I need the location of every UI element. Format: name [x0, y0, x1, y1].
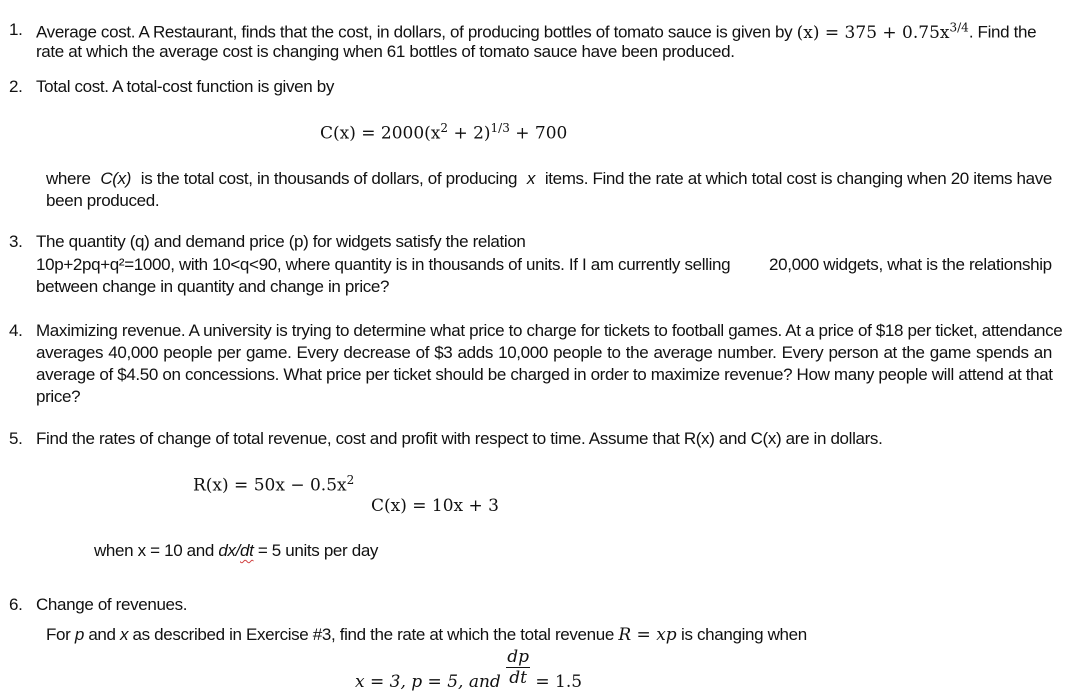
problem-text-line: averages 40,000 people per game. Every decrease of $3 adds 10,000 people to the average number. Every person at the game spends an [36, 343, 1052, 362]
problem-text-segment: = 5 units per day [253, 541, 379, 560]
fraction-denominator: dt [509, 668, 527, 688]
problem-text-segment: x [120, 625, 129, 644]
problem-text-line: Change of revenues. [36, 595, 188, 614]
problem-text-line: been produced. [46, 191, 160, 210]
revenue-formula [193, 473, 354, 496]
problem-text-segment: is the total cost, in thousands of dollars, of producing [140, 169, 518, 188]
math-text: C(x) = 2000(x [320, 123, 441, 144]
math-exponent: 3/4 [949, 20, 969, 34]
problem-text-segment: . Find the [968, 22, 1037, 42]
problem-text-segment: when x = 10 and [94, 541, 214, 560]
problem-text-line: Total cost. A total-cost function is given by [36, 77, 334, 96]
problem-text-line: rate at which the average cost is changing when 61 bottles of tomato sauce have been produced. [36, 42, 735, 61]
problem-number: 3. [9, 232, 23, 251]
spellcheck-underlined-word: dt [240, 541, 254, 560]
problem-text-line: The quantity (q) and demand price (p) for widgets satisfy the relation [36, 232, 526, 251]
math-exponent: 2 [440, 121, 449, 135]
problem-number: 4. [9, 321, 23, 340]
problem-text-line: between change in quantity and change in price? [36, 277, 390, 296]
problem-number: 6. [9, 595, 23, 614]
problem-number: 2. [9, 77, 23, 96]
condition-line [94, 541, 378, 561]
cost-formula: C(x) = 10x + 3 [371, 496, 499, 516]
problem-text-segment: C(x) [100, 169, 132, 188]
math-text: = 1.5 [535, 672, 583, 692]
problem-text-segment: is changing when [681, 625, 807, 644]
problem-text-segment: p [74, 625, 84, 644]
math-text: + 2) [448, 123, 491, 144]
problem-text-segment: dx/ [218, 541, 240, 560]
problem-text [36, 20, 1036, 43]
derivative-fraction [506, 647, 530, 688]
problem-text-segment: and [88, 625, 116, 644]
rate-condition [355, 647, 583, 692]
problem-text-segment: For [46, 625, 71, 644]
problem-text-segment: Average cost. A Restaurant, finds that the cost, in dollars, of producing bottles of tomato sauce is given by [36, 22, 793, 42]
problem-text-line: 10p+2pq+q²=1000, with 10<q<90, where quantity is in thousands of units. If I am currently selling [36, 255, 731, 274]
problem-text-line: Maximizing revenue. A university is trying to determine what price to charge for tickets to football games. At a price of $18 per ticket, attendance [36, 321, 1063, 340]
math-text: (x) = 375 + 0.75x [796, 22, 950, 43]
math-expression: R = xp [618, 625, 677, 645]
problem-text-line [46, 625, 807, 645]
math-expression [796, 20, 969, 43]
math-exponent: 1/3 [490, 121, 510, 135]
problem-text-line: average of $4.50 on concessions. What price per ticket should be charged in order to maximize revenue? How many people will attend at that [36, 365, 1053, 384]
math-exponent: 2 [346, 473, 355, 487]
problem-text-line: price? [36, 387, 81, 406]
problem-text-segment: x [526, 169, 536, 188]
math-text: x = 3, p = 5, and [355, 672, 501, 692]
problem-text-segment: as described in Exercise #3, find the rate at which the total revenue [132, 625, 614, 644]
math-text: R(x) = 50x − 0.5x [193, 475, 347, 496]
problem-number: 1. [9, 20, 23, 39]
cost-formula [320, 121, 567, 144]
problem-text-line [46, 169, 1052, 189]
math-text: + 700 [509, 123, 568, 144]
fraction-numerator: dp [507, 647, 529, 667]
problem-text-line: Find the rates of change of total revenue, cost and profit with respect to time. Assume that R(x) and C(x) are in dollars. [36, 429, 883, 448]
problem-number: 5. [9, 429, 23, 448]
problem-text-segment: where [46, 169, 91, 188]
problem-text-line: 20,000 widgets, what is the relationship [769, 255, 1052, 274]
problem-text-segment: items. Find the rate at which total cost is changing when 20 items have [544, 169, 1052, 188]
